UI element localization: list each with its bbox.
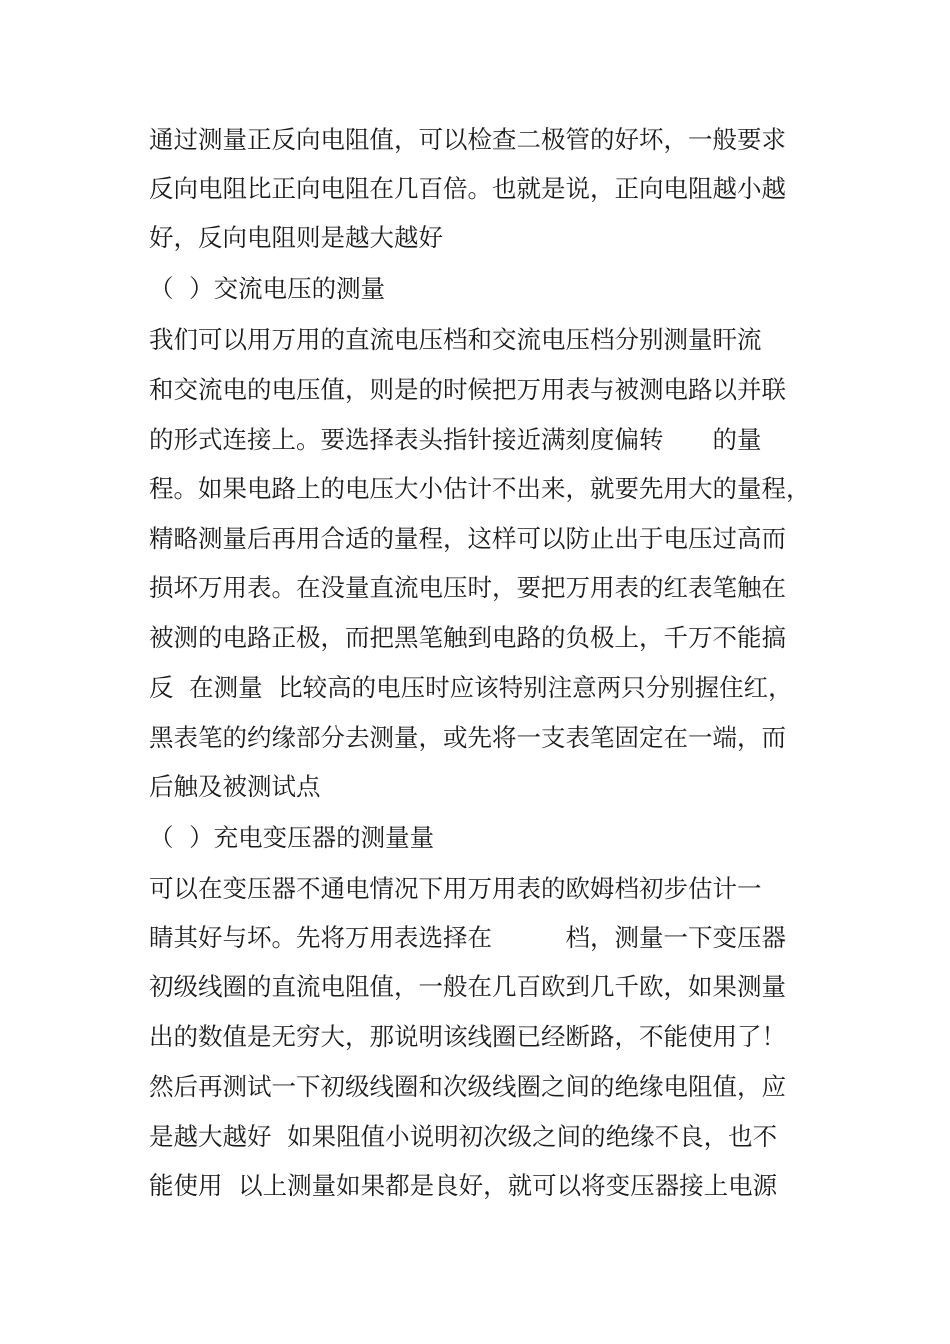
text-line: 好，反向电阻则是越大越好 xyxy=(149,223,443,252)
text-line: 我们可以用万用的直流电压档和交流电压档分别测量盰流 xyxy=(149,325,762,354)
text-line: 反向电阻比正向电阻在几百倍。也就是说，正向电阻越小越 xyxy=(149,174,786,203)
text-line: 的形式连接上。要选择表头指针接近满刻度偏转 的量 xyxy=(149,425,762,454)
text-line: 出的数值是无穷大，那说明该线圈已经断路，不能使用了！ xyxy=(149,1022,786,1051)
text-line: 和交流电的电压值，则是的时候把万用表与被测电路以并联 xyxy=(149,375,786,404)
text-line: 被测的电路正极，而把黑笔触到电路的负极上，千万不能搞 xyxy=(149,623,786,652)
text-line: 睛其好与坏。先将万用表选择在 档，测量一下变压器 xyxy=(149,923,786,952)
text-line: 黑表笔的约缘部分去测量，或先将一支表笔固定在一端，而 xyxy=(149,723,786,752)
text-line: 可以在变压器不通电情况下用万用表的欧姆档初步估计一 xyxy=(149,874,762,903)
text-line: 是越大越好 如果阻值小说明初次级之间的绝缘不良，也不 xyxy=(149,1122,778,1151)
text-line: 反 在测量 比较高的电压时应该特别注意两只分别握住红， xyxy=(149,673,793,702)
text-line: 能使用 以上测量如果都是良好，就可以将变压器接上电源 xyxy=(149,1171,778,1200)
section-heading: （ ）交流电压的测量 xyxy=(149,274,386,303)
text-line: 后触及被测试点 xyxy=(149,772,321,801)
text-line: 程。如果电路上的电压大小估计不出来，就要先用大的量程， xyxy=(149,474,811,503)
text-line: 损坏万用表。在没量直流电压时，要把万用表的红表笔触在 xyxy=(149,573,786,602)
text-line: 然后再测试一下初级线圈和次级线圈之间的绝缘电阻值，应 xyxy=(149,1072,786,1101)
text-line: 精略测量后再用合适的量程，这样可以防止出于电压过高而 xyxy=(149,524,786,553)
section-heading: （ ）充电变压器的测量量 xyxy=(149,823,435,852)
text-line: 通过测量正反向电阻值，可以检查二极管的好坏，一般要求 xyxy=(149,125,786,154)
text-line: 初级线圈的直流电阻值，一般在几百欧到几千欧，如果测量 xyxy=(149,972,786,1001)
